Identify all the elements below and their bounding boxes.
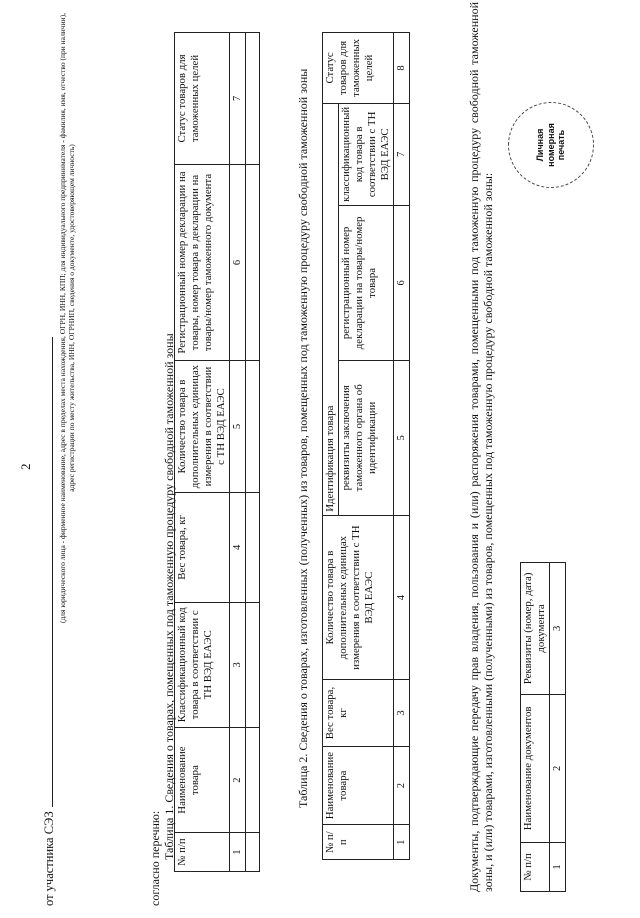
t1-header-code: Классификационный код товара в соответствии с ТН ВЭД ЕАЭС [175,602,230,727]
t3-header-details: Реквизиты (номер, дата) документа [521,563,550,695]
t3-num-3: 3 [550,563,566,695]
t1-empty-cell [246,602,260,727]
t2-num-8: 8 [394,33,410,104]
t2-num-7: 7 [394,103,410,205]
t1-empty-cell [246,361,260,493]
t2-sub-code: классификационный код товара в соответствии с ТН ВЭД ЕАЭС [339,103,394,205]
t3-header-name: Наименование документов [521,694,550,842]
sender-label: от участника СЭЗ [42,811,56,906]
t1-header-num: № п/п [175,833,230,872]
t2-header-status: Статус товаров для таможенных целей [323,33,394,104]
table2-header-row [323,33,339,860]
t3-num-2: 2 [550,694,566,842]
t1-num-4: 4 [230,492,246,602]
table2-number-row [394,33,410,860]
t2-header-qty: Количество товара в дополнительных единицах измерения в соответствии с ТН ВЭД ЕАЭС [323,515,394,680]
sender-hint: (для юридического лица - фирменное наименование, адрес в пределах места нахождения, ОГРН, ИНН, КПП; для индивидуального предпринимателя - фамилия, имя, отчество (при наличии), адрес регистрации по месту жительства, ИНН, ОГРНИП, сведения о документе, удостоверяющем личность) [58,13,76,624]
stamp-line-2: номерная [545,123,556,167]
t1-empty-cell [246,164,260,360]
t2-header-num: № п/п [323,825,394,860]
table1-number-row [230,33,246,872]
table3-number-row [550,563,566,892]
t2-num-3: 3 [394,680,410,746]
table3-header-row [521,563,550,892]
t2-sub-conclusion: реквизиты заключения таможенного органа об идентификации [339,360,394,515]
t2-header-ident: Идентификация товара [323,103,339,515]
t2-num-2: 2 [394,746,410,825]
page-number: 2 [18,463,33,470]
t1-header-weight: Вес товара, кг [175,492,230,602]
t1-num-3: 3 [230,602,246,727]
table2 [322,32,410,860]
table1 [174,32,260,872]
t1-num-2: 2 [230,727,246,832]
stamp-line-1: Личная [535,128,546,162]
table3 [520,562,566,892]
personal-stamp [508,102,594,188]
table1-empty-row [246,33,260,872]
t1-header-decl: Регистрационный номер декларации на товары, номер товара в декларации на товары/номер таможенного документа [175,164,230,360]
t2-num-1: 1 [394,825,410,860]
t3-header-num: № п/п [521,842,550,891]
t1-header-status: Статус товаров для таможенных целей [175,33,230,165]
t2-num-5: 5 [394,360,410,515]
t2-num-6: 6 [394,205,410,360]
t1-num-5: 5 [230,361,246,493]
t2-num-4: 4 [394,515,410,680]
sender-line [42,337,57,906]
sender-underline [52,337,53,807]
table1-caption: Таблица 1. Сведения о товарах, помещенных под таможенную процедуру свободной таможенной зоны [162,333,176,860]
t1-num-6: 6 [230,164,246,360]
agree-label: согласно перечню: [148,810,162,906]
t3-num-1: 1 [550,842,566,891]
t1-empty-cell [246,33,260,165]
t1-header-qty: Количество товара в дополнительных единицах измерения в соответствии с ТН ВЭД ЕАЭС [175,361,230,493]
t2-sub-decl: регистрационный номер декларации на товары/номер товара [339,205,394,360]
stamp-line-3: печать [556,129,567,161]
t1-empty-cell [246,492,260,602]
t1-num-1: 1 [230,833,246,872]
table1-header-row [175,33,230,872]
t1-num-7: 7 [230,33,246,165]
t2-header-weight: Вес товара, кг [323,680,394,746]
t1-empty-cell [246,833,260,872]
documents-text: Документы, подтверждающие передачу прав владения, пользования и (или) распоряжения товарами, помещенными под таможенную процедуру свободной таможенной зоны, и (или) товарами, изготовленными (полученными) из товаров, помещенных под таможенную процедуру свободной таможенной зоны: [467,2,495,892]
t1-empty-cell [246,727,260,832]
table2-caption: Таблица 2. Сведения о товарах, изготовленных (полученных) из товаров, помещенных под таможенную процедуру свободной таможенной зоны [296,68,310,808]
t2-header-name: Наименование товара [323,746,394,825]
t1-header-name: Наименование товара [175,727,230,832]
stamp-text [535,123,567,167]
